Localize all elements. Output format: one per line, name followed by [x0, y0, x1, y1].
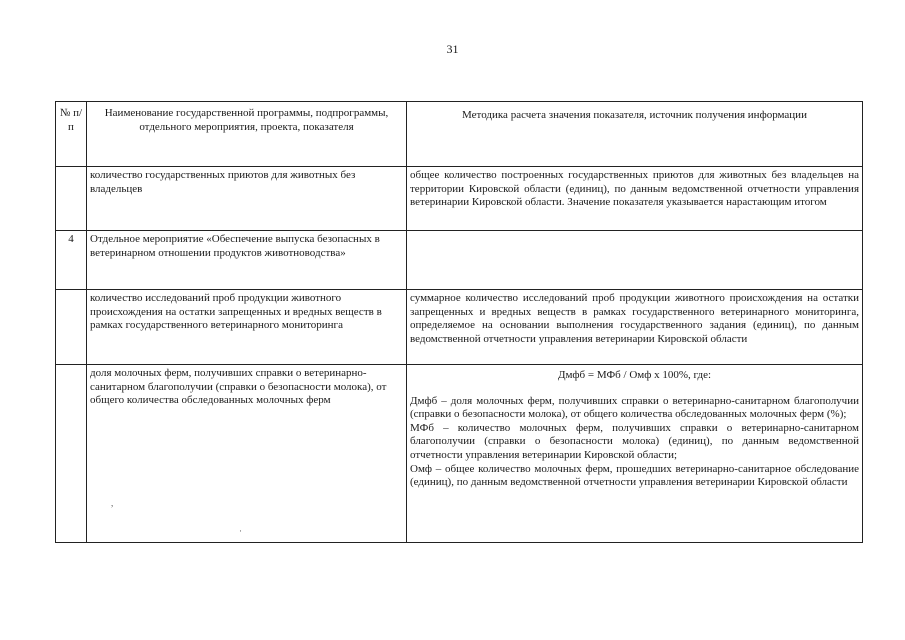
- header-name: Наименование государственной программы, подпрограммы, отдельного мероприятия, проекта, показателя: [87, 102, 407, 167]
- table-header-row: [56, 102, 863, 167]
- row-num: 4: [56, 231, 87, 290]
- row-name: количество исследований проб продукции животного происхождения на остатки запрещенных и вредных веществ в рамках государственного ветеринарного мониторинга: [87, 290, 407, 365]
- table-row: [56, 365, 863, 543]
- row-name: Отдельное мероприятие «Обеспечение выпуска безопасных в ветеринарном отношении продуктов животноводства»: [87, 231, 407, 290]
- scan-mark: ,: [111, 498, 114, 508]
- formula: Дмфб = МФб / Омф x 100%, где:: [557, 369, 712, 381]
- row-name: количество государственных приютов для животных без владельцев: [87, 167, 407, 231]
- header-num: № п/п: [56, 102, 87, 167]
- row-num: [56, 290, 87, 365]
- row-method: суммарное количество исследований проб продукции животного происхождения на остатки запрещенных и вредных веществ в рамках государственного ветеринарного мониторинга, определяемое на основании выполнения государственного задания (единиц), по данным ведомственной отчетности управления ветеринарии Кировской области: [407, 290, 863, 365]
- header-method: Методика расчета значения показателя, источник получения информации: [407, 102, 863, 167]
- definition: Омф – общее количество молочных ферм, прошедших ветеринарно-санитарное обследование (единиц), по данным ведомственной отчетности управления ветеринарии Кировской области: [410, 462, 859, 489]
- row-name: [87, 365, 407, 543]
- definition: Дмфб – доля молочных ферм, получивших справки о ветеринарно-санитарном благополучии (справки о безопасности молока), от общего количества обследованных молочных ферм (%);: [410, 394, 859, 421]
- page-number: 31: [446, 42, 459, 56]
- scan-mark: ·: [239, 526, 242, 536]
- definition: МФб – количество молочных ферм, получивших справки о ветеринарно-санитарном благополучии (справки о безопасности молока) (единиц), по данным ведомственной отчетности управления ветеринарии Кировской области;: [410, 421, 859, 461]
- table-row: [56, 231, 863, 290]
- row-method: [407, 231, 863, 290]
- row-name-text: доля молочных ферм, получивших справки о ветеринарно-санитарном благополучии (справки о безопасности молока), от общего количества обследованных молочных ферм: [90, 367, 387, 407]
- row-num: [56, 365, 87, 543]
- methodology-table: [55, 101, 863, 543]
- row-num: [56, 167, 87, 231]
- row-method: [407, 365, 863, 543]
- table-row: [56, 167, 863, 231]
- row-method: общее количество построенных государственных приютов для животных без владельцев на территории Кировской области (единиц), по данным ведомственной отчетности управления ветеринарии Кировской области. Значение показателя указывается нарастающим итогом: [407, 167, 863, 231]
- table-row: [56, 290, 863, 365]
